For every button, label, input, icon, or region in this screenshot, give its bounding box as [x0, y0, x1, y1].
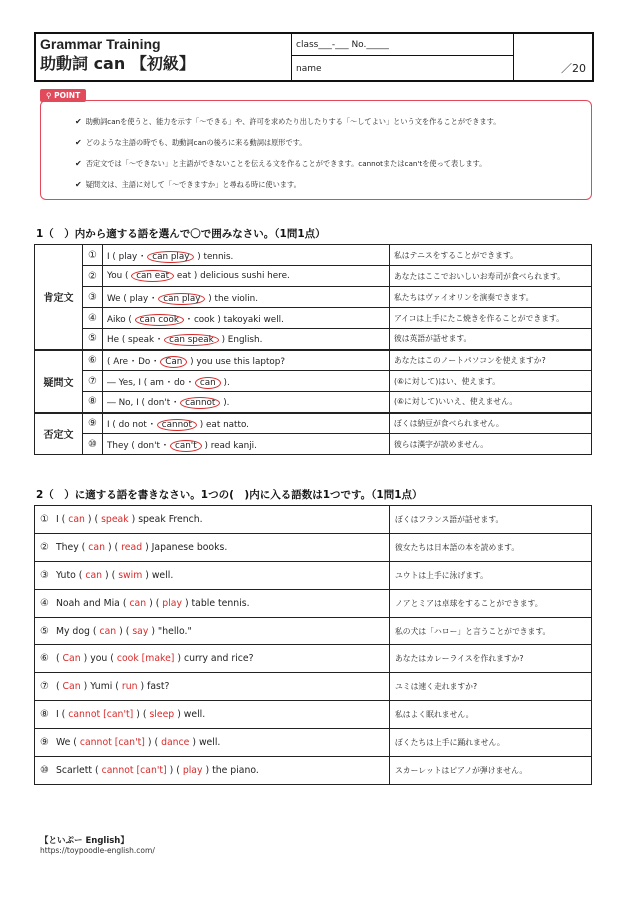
translation: (⑥に対して)いいえ、使えません。	[390, 392, 592, 413]
title-block	[36, 34, 292, 80]
sentence-start: They (	[55, 541, 86, 553]
table-row	[35, 589, 592, 617]
sentence-start: They ( don't ･	[107, 440, 168, 451]
sentence-start: ( Are ･ Do ･	[107, 356, 158, 367]
answer-blank-1[interactable]: cannot [can't]	[68, 709, 134, 721]
table-row	[35, 392, 592, 413]
sentence-end: ) "hello."	[151, 625, 192, 637]
question-sentence	[35, 617, 390, 645]
circled-answer[interactable]: can	[195, 377, 221, 389]
translation: 彼は英語が話せます。	[390, 329, 592, 350]
question-number: ⑧	[40, 709, 49, 721]
table-row	[35, 561, 592, 589]
sentence-start: ― Yes, I ( am ･ do ･	[107, 377, 193, 388]
translation: スカーレットはピアノが弾けません。	[390, 757, 592, 785]
answer-blank-2[interactable]: cook [make]	[116, 653, 175, 665]
translation: (⑥に対して)はい、使えます。	[390, 371, 592, 392]
table-row	[35, 308, 592, 329]
sentence-start: We (	[55, 737, 77, 749]
title-english: Grammar Training	[40, 36, 161, 52]
answer-blank-2[interactable]: say	[132, 625, 149, 637]
sentence-start: (	[55, 681, 60, 693]
sentence-middle: ) you (	[83, 653, 114, 665]
section1-table	[34, 244, 592, 455]
answer-blank-2[interactable]: read	[121, 541, 143, 553]
footer-brand: 【といぷー English】	[40, 836, 129, 846]
question-number: ⑥	[83, 350, 103, 371]
question-sentence	[103, 371, 390, 392]
point-tag	[40, 89, 86, 102]
table-row	[35, 533, 592, 561]
sentence-start: I ( play ･	[107, 251, 145, 262]
sentence-end: ) curry and rice?	[177, 653, 254, 665]
point-tag-label: POINT	[54, 91, 81, 100]
question-sentence	[103, 434, 390, 455]
table-row	[35, 434, 592, 455]
question-number: ⑦	[83, 371, 103, 392]
translation: 私はテニスをすることができます。	[390, 245, 592, 266]
translation: ぼくたちは上手に踊れません。	[390, 729, 592, 757]
question-sentence	[103, 308, 390, 329]
sentence-end: ) well.	[145, 569, 174, 581]
translation: あなたはこのノートパソコンを使えますか?	[390, 350, 592, 371]
table-row	[35, 413, 592, 434]
translation: あなたはカレーライスを作れますか?	[390, 645, 592, 673]
circled-answer[interactable]: cannot	[180, 397, 220, 409]
table-row	[35, 329, 592, 350]
answer-blank-1[interactable]: can	[85, 569, 103, 581]
sentence-end: ) fast?	[140, 681, 170, 693]
answer-blank-2[interactable]: speak	[101, 513, 129, 525]
title-japanese: 助動詞 can 【初級】	[40, 54, 195, 73]
sentence-middle: ) (	[169, 764, 180, 776]
sentence-middle: ) (	[87, 513, 99, 525]
sentence-end: ) tennis.	[197, 251, 234, 262]
table-row	[35, 266, 592, 287]
point-box	[40, 100, 592, 200]
answer-blank-2[interactable]: swim	[118, 569, 143, 581]
translation: 彼女たちは日本語の本を読めます。	[390, 533, 592, 561]
translation: 私の犬は「ハロー」と言うことができます。	[390, 617, 592, 645]
circled-answer[interactable]: can play	[147, 251, 194, 263]
sentence-end: ) well.	[192, 737, 221, 749]
footer-url[interactable]: https://toypoodle-english.com/	[40, 846, 155, 855]
answer-blank-1[interactable]: Can	[62, 653, 81, 665]
sentence-end: ) the piano.	[205, 764, 259, 776]
sentence-start: Scarlett (	[55, 764, 99, 776]
sentence-start: Aiko (	[107, 314, 132, 325]
sentence-middle: ) (	[105, 569, 116, 581]
category-label: 疑問文	[35, 350, 83, 413]
translation: アイコは上手にたこ焼きを作ることができます。	[390, 308, 592, 329]
question-sentence	[35, 701, 390, 729]
worksheet-header	[34, 32, 594, 82]
answer-blank-1[interactable]: can	[129, 597, 147, 609]
table-row	[35, 701, 592, 729]
sentence-start: Yuto (	[55, 569, 83, 581]
sentence-start: I ( do not ･	[107, 419, 154, 430]
question-number: ④	[40, 597, 49, 609]
answer-blank-1[interactable]: Can	[62, 681, 81, 693]
answer-blank-1[interactable]: can	[88, 541, 105, 553]
sentence-start: I (	[55, 709, 66, 721]
question-number: ③	[40, 569, 49, 581]
table-row	[35, 506, 592, 534]
question-number: ②	[83, 266, 103, 287]
question-sentence	[103, 287, 390, 308]
question-number: ②	[40, 541, 49, 553]
answer-blank-2[interactable]: run	[121, 681, 138, 693]
table-row	[35, 371, 592, 392]
question-number: ⑧	[83, 392, 103, 413]
section2-table	[34, 505, 592, 785]
name-field[interactable]: name	[296, 64, 322, 74]
class-field[interactable]: class___-___ No._____	[292, 34, 513, 56]
translation: ノアとミアは卓球をすることができます。	[390, 589, 592, 617]
question-sentence	[103, 413, 390, 434]
answer-blank-2[interactable]: dance	[161, 737, 190, 749]
sentence-middle: ) (	[119, 625, 130, 637]
translation: ユミは速く走れますか?	[390, 673, 592, 701]
score-total: ／20	[561, 62, 586, 75]
question-number: ⑦	[40, 681, 49, 693]
section2-title: 2（ ）に適する語を書きなさい。1つの( )内に入る語数は1つです。（1問1点）	[36, 489, 423, 501]
table-row	[35, 350, 592, 371]
question-sentence	[103, 350, 390, 371]
question-number: ①	[40, 513, 49, 525]
translation: 私はよく眠れません。	[390, 701, 592, 729]
translation: ぼくは納豆が食べられません。	[390, 413, 592, 434]
question-number: ①	[83, 245, 103, 266]
category-label: 否定文	[35, 413, 83, 455]
sentence-middle: ) (	[147, 737, 159, 749]
table-row	[35, 645, 592, 673]
student-info	[292, 34, 514, 80]
answer-blank-1[interactable]: can	[99, 625, 117, 637]
translation: 彼らは漢字が読めません。	[390, 434, 592, 455]
point-item: ✔ 疑問文は、主語に対して「～できますか」と尋ねる時に使います。	[75, 180, 585, 201]
question-sentence	[35, 673, 390, 701]
section1-title: 1（ ）内から適する語を選んで〇で囲みなさい。（1問1点）	[36, 228, 326, 240]
question-sentence	[35, 645, 390, 673]
sentence-start: (	[55, 653, 60, 665]
circled-answer[interactable]: can speak	[164, 334, 219, 346]
sentence-end: ) you use this laptop?	[190, 356, 286, 367]
answer-blank-1[interactable]: cannot [can't]	[79, 737, 145, 749]
sentence-middle: ) Yumi (	[83, 681, 119, 693]
sentence-start: He ( speak ･	[107, 335, 162, 346]
sentence-start: You (	[107, 271, 129, 281]
circled-answer[interactable]: cannot	[157, 419, 197, 431]
question-sentence	[35, 561, 390, 589]
sentence-end: ) table tennis.	[184, 597, 250, 609]
table-row	[35, 245, 592, 266]
table-row	[35, 757, 592, 785]
table-row	[35, 673, 592, 701]
question-number: ⑩	[40, 764, 49, 776]
question-sentence	[103, 392, 390, 413]
table-row	[35, 729, 592, 757]
circled-answer[interactable]: Can	[160, 356, 187, 368]
sentence-start: I (	[55, 513, 66, 525]
answer-blank-2[interactable]: play	[162, 597, 182, 609]
circled-answer[interactable]: can play	[158, 293, 205, 305]
sentence-end: ).	[223, 398, 230, 409]
point-item: ✔ どのような主語の時でも、助動詞canの後ろに来る動詞は原形です。	[75, 138, 585, 159]
question-number: ⑨	[40, 737, 49, 749]
question-number: ⑩	[83, 434, 103, 455]
sentence-start: We ( play ･	[107, 293, 156, 304]
sentence-end: ) eat natto.	[199, 419, 249, 430]
translation: あなたはここでおいしいお寿司が食べられます。	[390, 266, 592, 287]
question-number: ⑤	[40, 625, 49, 637]
question-number: ⑨	[83, 413, 103, 434]
sentence-end: ) speak French.	[131, 513, 203, 525]
question-sentence	[103, 329, 390, 350]
sentence-end: ) read kanji.	[204, 440, 257, 451]
score-box	[514, 34, 592, 80]
sentence-middle: ) (	[136, 709, 147, 721]
sentence-end: eat ) delicious sushi here.	[176, 271, 290, 281]
question-sentence	[35, 533, 390, 561]
sentence-middle: ) (	[107, 541, 119, 553]
answer-blank-2[interactable]: sleep	[149, 709, 175, 721]
question-sentence	[103, 266, 390, 287]
question-sentence	[35, 729, 390, 757]
point-item: ✔ 否定文では「～できない」と主語ができないことを伝える文を作ることができます。cannotまたはcan'tを使って表します。	[75, 159, 585, 180]
translation: ユウトは上手に泳げます。	[390, 561, 592, 589]
question-sentence	[35, 757, 390, 785]
point-list	[75, 117, 585, 201]
translation: ぼくはフランス語が話せます。	[390, 506, 592, 534]
sentence-end: ) well.	[177, 709, 206, 721]
circled-answer[interactable]: can eat	[131, 270, 174, 282]
point-item: ✔ 助動詞canを使うと、能力を示す「～できる」や、許可を求めたり出したりする「～してよい」という文を作ることができます。	[75, 117, 585, 138]
question-number: ④	[83, 308, 103, 329]
answer-blank-1[interactable]: cannot [can't]	[101, 764, 167, 776]
question-sentence	[35, 589, 390, 617]
answer-blank-1[interactable]: can	[68, 513, 85, 525]
sentence-start: ― No, I ( don't ･	[107, 398, 178, 409]
sentence-middle: ) (	[149, 597, 160, 609]
table-row	[35, 617, 592, 645]
circled-answer[interactable]: can't	[170, 440, 202, 452]
sentence-end: ).	[223, 377, 230, 388]
question-sentence	[35, 506, 390, 534]
translation: 私たちはヴァイオリンを演奏できます。	[390, 287, 592, 308]
question-number: ⑤	[83, 329, 103, 350]
sentence-start: Noah and Mia (	[55, 597, 127, 609]
circled-answer[interactable]: can cook	[135, 314, 184, 326]
sentence-end: ) the violin.	[208, 293, 259, 304]
category-label: 肯定文	[35, 245, 83, 350]
table-row	[35, 287, 592, 308]
question-sentence	[103, 245, 390, 266]
question-number: ⑥	[40, 653, 49, 665]
sentence-end: ) English.	[221, 335, 263, 346]
sentence-end: ) Japanese books.	[145, 541, 228, 553]
pin-icon: ⚲	[46, 91, 52, 100]
question-number: ③	[83, 287, 103, 308]
answer-blank-2[interactable]: play	[182, 764, 203, 776]
sentence-start: My dog (	[55, 625, 97, 637]
sentence-end: ･ cook ) takoyaki well.	[186, 314, 284, 325]
